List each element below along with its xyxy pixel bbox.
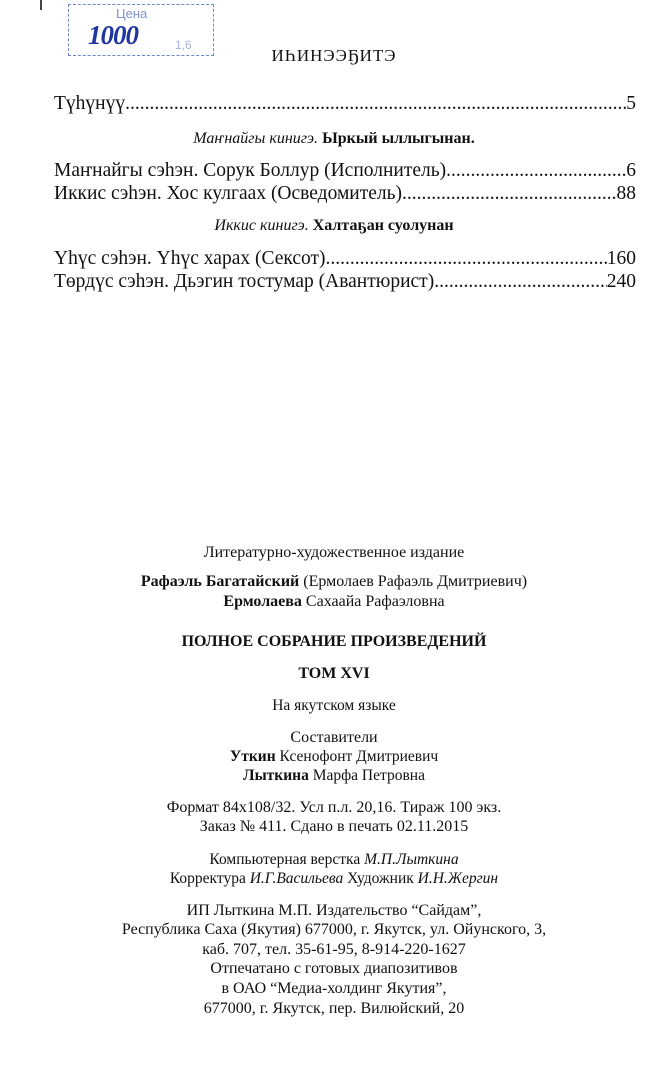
artist-label: Художник (347, 870, 414, 887)
compiler-2 (0, 767, 668, 785)
language-note: На якутском языке (272, 697, 396, 714)
toc-entry (54, 183, 636, 205)
compiler-1-surname: Уткин (229, 748, 276, 765)
toc-entry-title: Иккис сэһэн. Хос кулгаах (Осведомитель) (54, 183, 403, 204)
book1-label: Маҥнайгы кинигэ. (193, 130, 319, 147)
printer-line-3: 677000, г. Якутск, пер. Вилюйский, 20 (203, 1000, 465, 1017)
leader-dots (125, 93, 626, 115)
publisher-line-2: Республика Саха (Якутия) 677000, г. Якутск, ул. Ойунского, 3, (121, 921, 547, 938)
printer-line-1: Отпечатано с готовых диапозитивов (210, 960, 458, 977)
series-title: ПОЛНОЕ СОБРАНИЕ ПРОИЗВЕДЕНИЙ (181, 633, 487, 650)
author-line-1 (0, 573, 668, 591)
author-1-name: Рафаэль Багатайский (140, 573, 300, 590)
printer-line-2: в ОАО “Медиа-холдинг Якутия”, (221, 980, 447, 997)
author-2-surname: Ермолаева (223, 593, 302, 610)
author-2-name: Сахаайа Рафаэловна (305, 593, 445, 610)
book2-label: Иккис кинигэ. (214, 217, 309, 234)
book1-name: Ыркый ыллыгынан. (322, 130, 475, 147)
toc-entry-page: 5 (626, 93, 636, 114)
compiler-2-name: Марфа Петровна (312, 767, 425, 784)
publisher-line-3: каб. 707, тел. 35-61-95, 8-914-220-1627 (202, 941, 466, 958)
compilers-label: Составители (290, 729, 378, 746)
toc-entry (54, 271, 636, 293)
compiler-1-name: Ксенофонт Дмитриевич (279, 748, 439, 765)
toc-entry-title: Үһүс сэһэн. Үһүс харах (Сексот) (54, 248, 326, 269)
artist-name: И.Н.Жергин (417, 870, 499, 887)
toc-title: ИҺИНЭЭҔИТЭ (271, 46, 397, 65)
leader-dots (446, 160, 626, 182)
stamp-price: 1000 (88, 20, 138, 50)
layout-credit (0, 851, 668, 869)
volume-number: ТОМ XVI (298, 665, 370, 682)
toc-entry-page: 240 (606, 271, 636, 292)
corner-mark (40, 0, 42, 10)
book2-heading (0, 217, 668, 235)
layout-label: Компьютерная верстка (209, 851, 361, 868)
toc-entry-page: 160 (606, 248, 636, 269)
author-line-2 (0, 593, 668, 611)
proof-label: Корректура (169, 870, 246, 887)
toc-entry-intro (54, 93, 636, 115)
layout-name: М.П.Лыткина (364, 851, 459, 868)
proof-artist-credit (0, 870, 668, 888)
toc-entry-page: 6 (626, 160, 636, 181)
toc-entry-title: Түһүнүү (54, 93, 126, 114)
toc-entry (54, 160, 636, 182)
stamp-extra: 1,6 (175, 38, 192, 52)
edition-type: Литературно-художественное издание (203, 544, 465, 561)
toc-entry-page: 88 (616, 183, 636, 204)
proof-name: И.Г.Васильева (249, 870, 344, 887)
book2-name: Халтаҕан суолунан (312, 217, 454, 234)
toc-entry (54, 248, 636, 270)
order-line: Заказ № 411. Сдано в печать 02.11.2015 (199, 818, 469, 835)
stamp-label: Цена (116, 6, 148, 21)
leader-dots (326, 248, 607, 270)
leader-dots (434, 271, 607, 293)
book1-heading (0, 130, 668, 148)
format-line: Формат 84х108/32. Усл п.л. 20,16. Тираж 100 экз. (166, 799, 502, 816)
compiler-2-surname: Лыткина (243, 767, 309, 784)
leader-dots (402, 183, 616, 205)
compiler-1 (0, 748, 668, 766)
toc-entry-title: Маҥнайгы сэһэн. Сорук Боллур (Исполнитель) (54, 160, 447, 181)
author-1-details: (Ермолаев Рафаэль Дмитриевич) (303, 573, 528, 590)
publisher-line-1: ИП Лыткина М.П. Издательство “Сайдам”, (186, 902, 482, 919)
toc-entry-title: Төрдүс сэһэн. Дьэгин тостумар (Авантюрист) (54, 271, 435, 292)
